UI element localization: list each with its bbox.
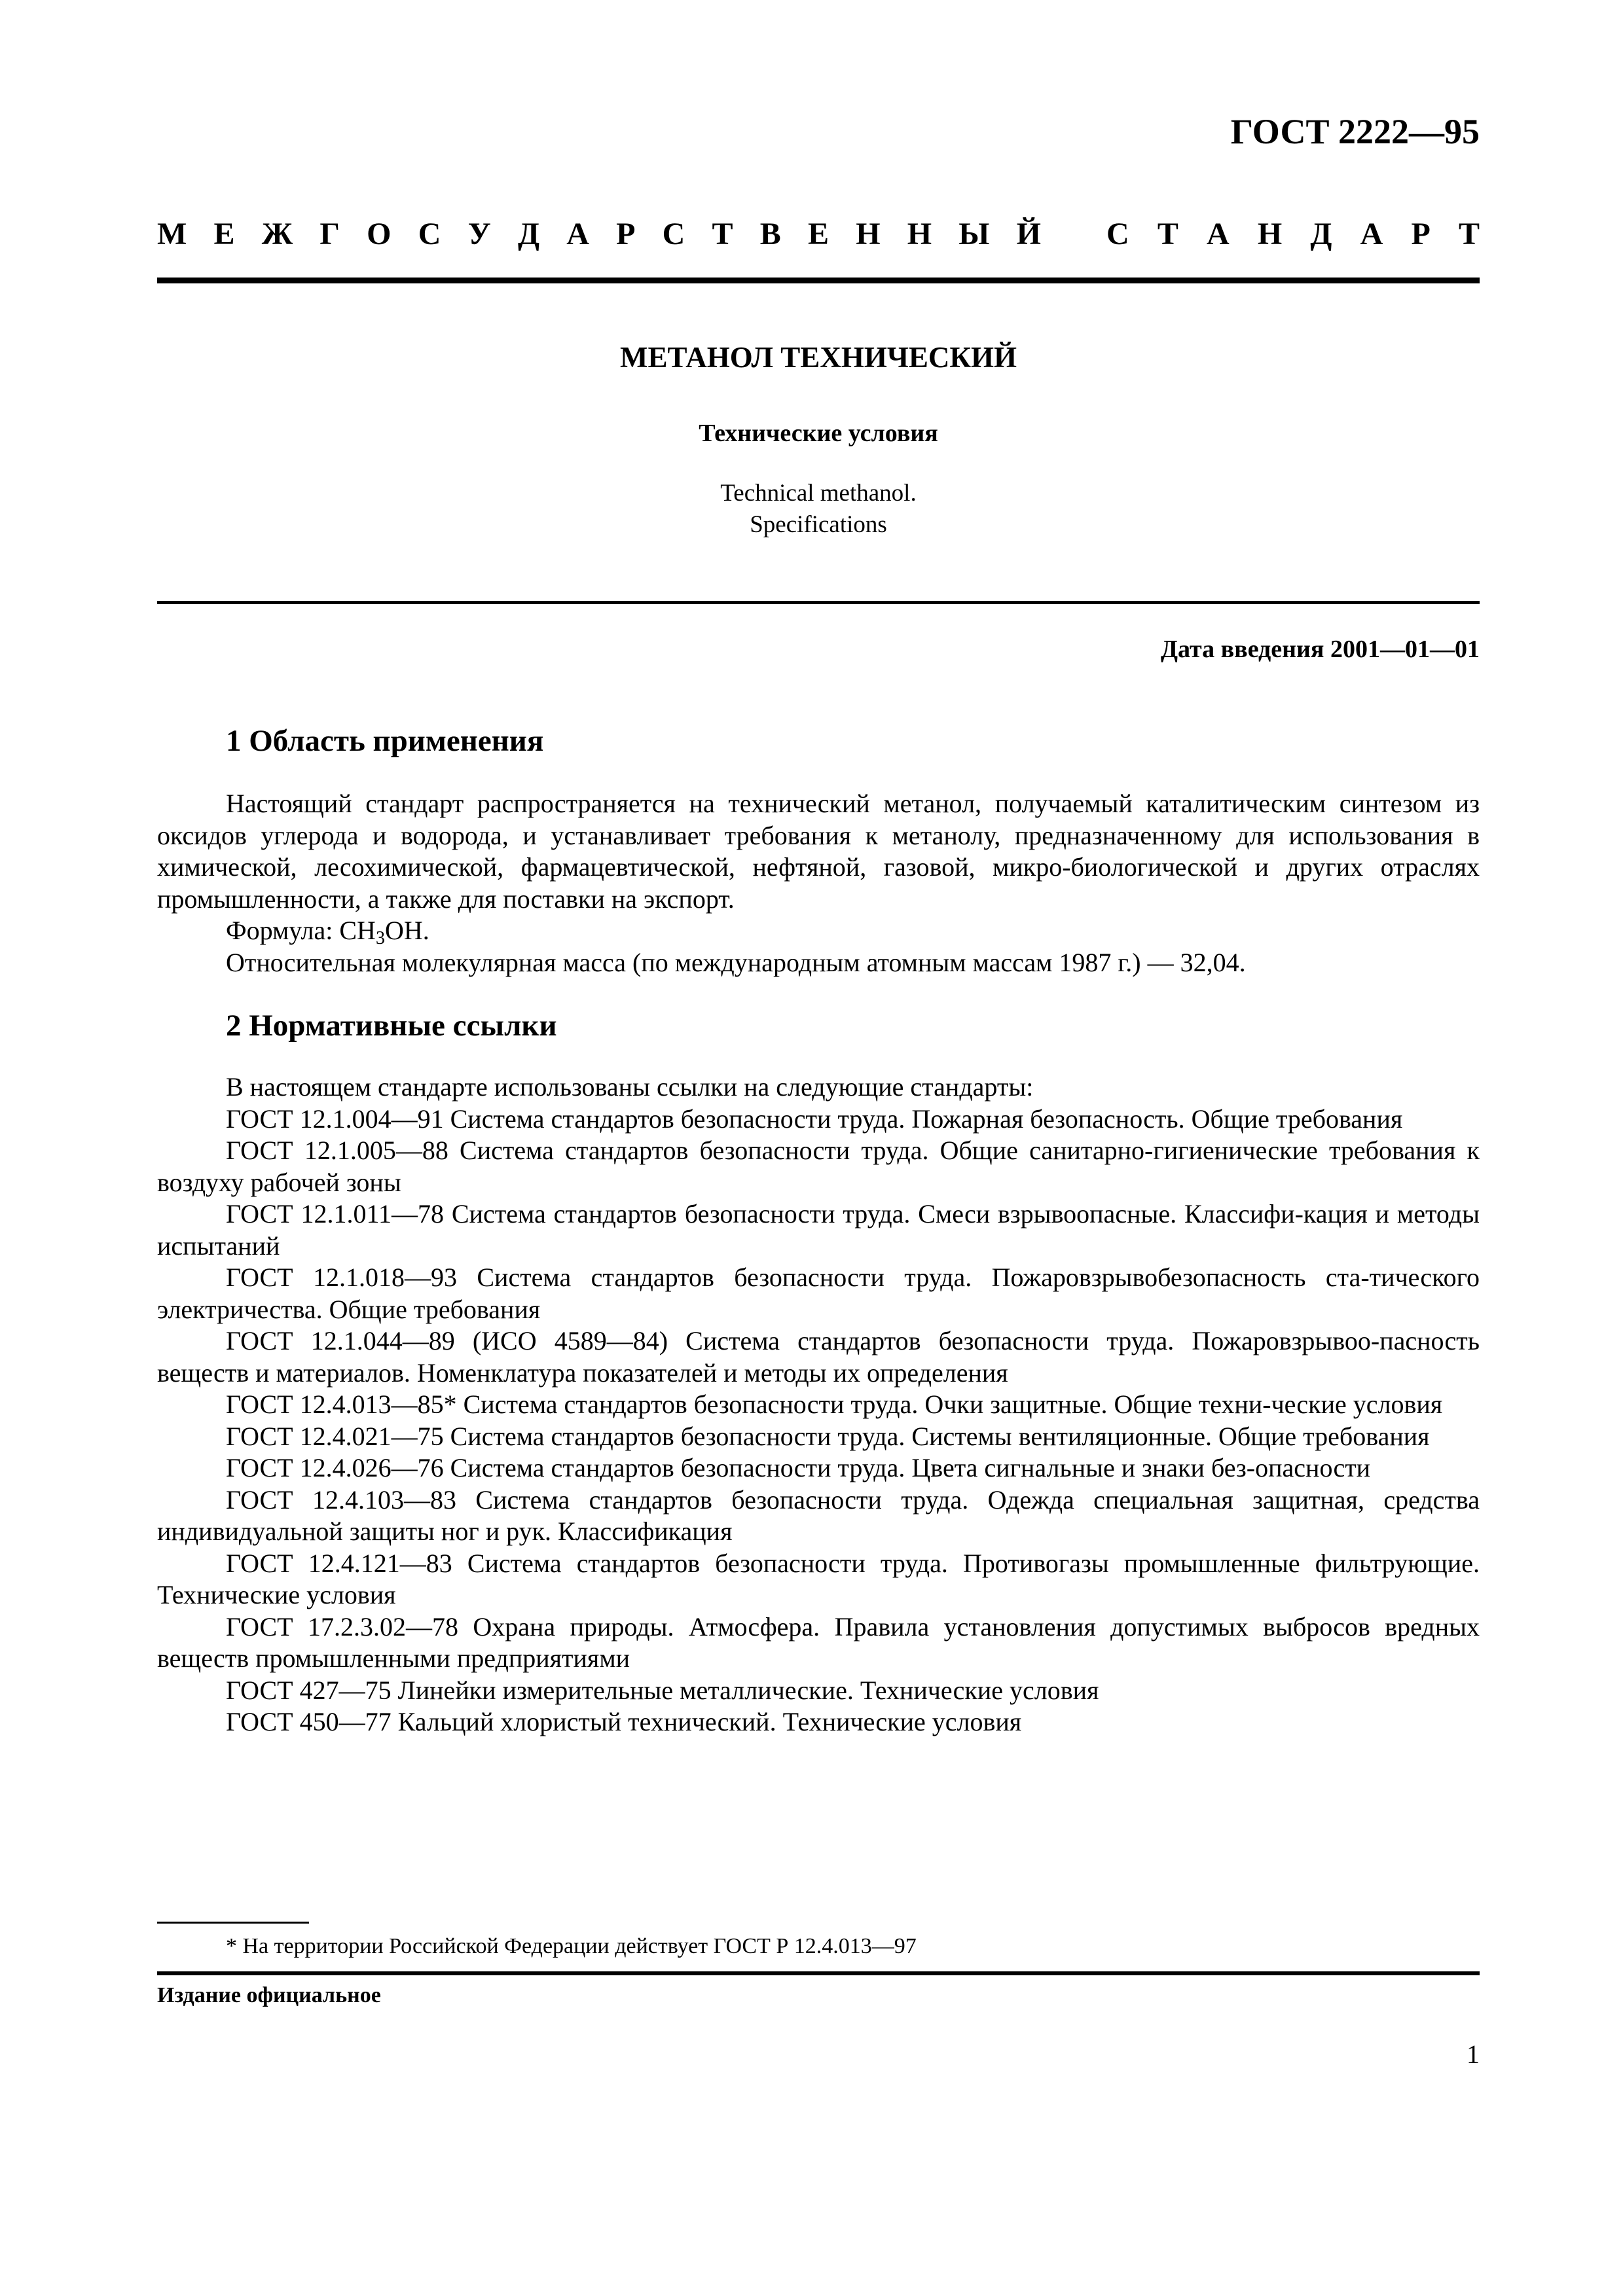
caption-letter: В — [759, 217, 781, 251]
reference-item: ГОСТ 17.2.3.02—78 Охрана природы. Атмосфера. Правила установления допустимых выбросов вредных веществ промышленными предприятиями — [157, 1611, 1480, 1673]
footer-rule — [157, 1971, 1480, 1975]
references-list — [157, 1103, 1480, 1738]
caption-letter: А — [566, 217, 589, 251]
caption-word-standard — [1106, 216, 1480, 252]
caption-letter: С — [662, 217, 685, 251]
caption-letter: Р — [616, 217, 636, 251]
reference-item: ГОСТ 12.1.011—78 Система стандартов безопасности труда. Смеси взрывоопасные. Классифи-кация и методы испытаний — [157, 1199, 1480, 1261]
reference-item: ГОСТ 12.4.103—83 Система стандартов безопасности труда. Одежда специальная защитная, средства индивидуальной защиты ног и рук. Классификация — [157, 1484, 1480, 1546]
standard-caption — [157, 216, 1480, 252]
molar-mass-paragraph: Относительная молекулярная масса (по международным атомным массам 1987 г.) — 32,04. — [226, 947, 1246, 977]
footnote-rule — [157, 1922, 309, 1924]
introduction-date: Дата введения 2001—01—01 — [1160, 636, 1480, 663]
reference-item: ГОСТ 12.4.026—76 Система стандартов безопасности труда. Цвета сигнальные и знаки без-опасности — [226, 1453, 1371, 1482]
english-title-line2: Specifications — [750, 511, 887, 538]
document-code: ГОСТ 2222—95 — [1230, 112, 1480, 151]
caption-letter: М — [157, 217, 187, 251]
caption-letter: Г — [319, 217, 340, 251]
reference-item: ГОСТ 12.4.021—75 Система стандартов безопасности труда. Системы вентиляционные. Общие требования — [226, 1421, 1430, 1451]
reference-item: ГОСТ 12.1.004—91 Система стандартов безопасности труда. Пожарная безопасность. Общие требования — [226, 1103, 1403, 1134]
formula-prefix: Формула: CH — [226, 916, 376, 945]
caption-letter: Т — [712, 217, 733, 251]
english-title — [157, 478, 1480, 541]
title-rule — [157, 601, 1480, 604]
caption-letter: А — [1207, 217, 1230, 251]
english-title-line1: Technical methanol. — [720, 480, 917, 507]
caption-word-interstate — [157, 216, 1041, 252]
caption-letter: А — [1360, 217, 1383, 251]
caption-letter: Ы — [958, 217, 990, 251]
header-rule — [157, 278, 1480, 283]
caption-letter: Н — [1257, 217, 1283, 251]
caption-letter: Н — [856, 217, 881, 251]
scope-paragraph: Настоящий стандарт распространяется на технический метанол, получаемый каталитическим синтезом из оксидов углерода и водорода, и устанавливает требования к метанолу, предназначенному для использования в химической, лесохимической, фармацевтической, нефтяной, газовой, микро-биологической и других отраслях промышленности, а также для поставки на экспорт. — [157, 789, 1480, 914]
document-title: МЕТАНОЛ ТЕХНИЧЕСКИЙ — [619, 341, 1017, 374]
caption-letter: Н — [907, 217, 932, 251]
formula-suffix: OH. — [384, 916, 429, 945]
caption-letter: О — [367, 217, 392, 251]
reference-item: ГОСТ 12.4.121—83 Система стандартов безопасности труда. Противогазы промышленные фильтрующие. Технические условия — [157, 1548, 1480, 1609]
reference-item: ГОСТ 12.1.044—89 (ИСО 4589—84) Система стандартов безопасности труда. Пожаровзрывоо-пасность веществ и материалов. Номенклатура показателей и методы их определения — [157, 1326, 1480, 1388]
caption-letter: Ж — [261, 217, 293, 251]
reference-item: ГОСТ 12.4.013—85* Система стандартов безопасности труда. Очки защитные. Общие техни-ческие условия — [226, 1390, 1443, 1419]
page-number: 1 — [1467, 2039, 1480, 2069]
section-1-body — [157, 788, 1480, 978]
caption-letter: Й — [1016, 217, 1041, 251]
reference-item: ГОСТ 12.1.018—93 Система стандартов безопасности труда. Пожаровзрывобезопасность ста-тического электричества. Общие требования — [157, 1263, 1480, 1324]
caption-letter: У — [467, 217, 491, 251]
reference-item: ГОСТ 12.1.005—88 Система стандартов безопасности труда. Общие санитарно-гигиенические требования к воздуху рабочей зоны — [157, 1136, 1480, 1197]
section-2-body — [157, 1071, 1480, 1738]
caption-letter: Е — [213, 217, 235, 251]
section-1-heading: 1 Область применения — [226, 724, 544, 758]
caption-letter: С — [1106, 217, 1129, 251]
caption-letter: Д — [518, 217, 540, 251]
reference-item: ГОСТ 427—75 Линейки измерительные металлические. Технические условия — [226, 1675, 1099, 1705]
reference-item: ГОСТ 450—77 Кальций хлористый технический. Технические условия — [226, 1707, 1022, 1736]
caption-letter: Р — [1411, 217, 1431, 251]
references-intro: В настоящем стандарте использованы ссылки на следующие стандарты: — [226, 1072, 1034, 1102]
document-subtitle: Технические условия — [699, 420, 938, 447]
caption-letter: С — [418, 217, 441, 251]
edition-label: Издание официальное — [157, 1983, 381, 2007]
footnote: * На территории Российской Федерации действует ГОСТ Р 12.4.013—97 — [226, 1934, 917, 1958]
caption-letter: Т — [1458, 217, 1480, 251]
formula-paragraph — [157, 915, 1480, 947]
caption-letter: Е — [807, 217, 829, 251]
caption-letter: Т — [1157, 217, 1178, 251]
section-2-heading: 2 Нормативные ссылки — [226, 1009, 557, 1043]
caption-letter: Д — [1310, 217, 1332, 251]
formula-subscript: 3 — [375, 928, 385, 948]
